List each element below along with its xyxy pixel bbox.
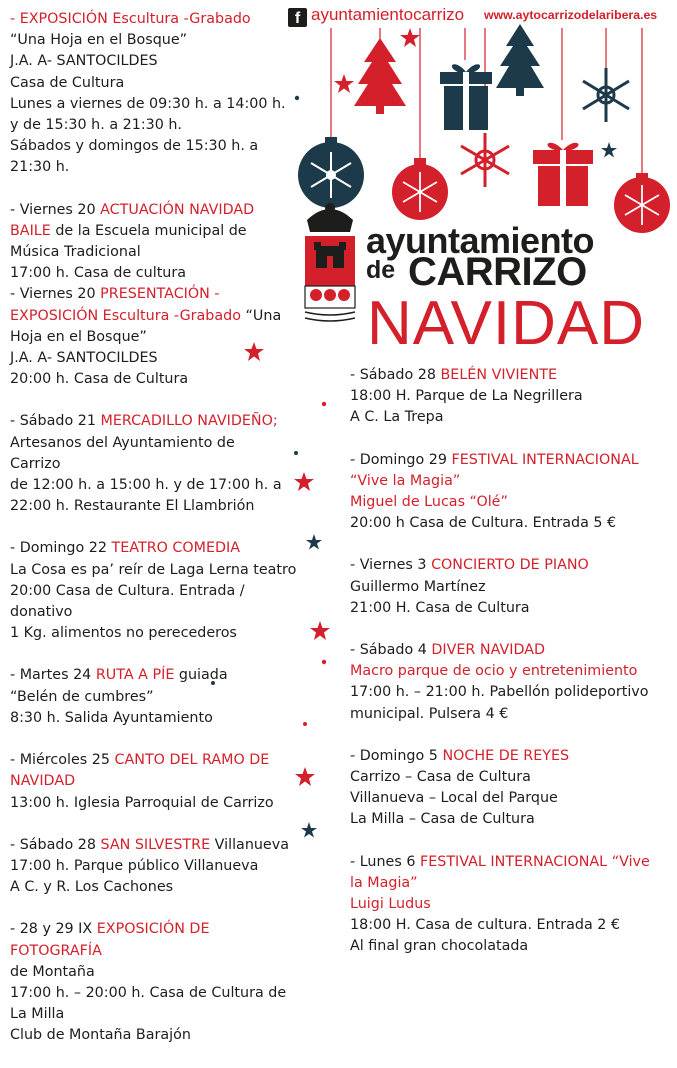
event-line xyxy=(10,793,302,814)
event-line xyxy=(10,200,302,221)
event-line xyxy=(10,263,302,284)
event-highlight: NOCHE DE REYES xyxy=(442,747,570,764)
event-highlight: FESTIVAL INTERNACIONAL xyxy=(451,451,639,468)
event-highlight: EXPOSICIÓN DE FOTOGRAFÍA xyxy=(10,921,210,959)
dark-ornament-icon xyxy=(298,137,364,208)
event-text: Lunes a viernes de 09:30 h. a 14:00 h. xyxy=(10,95,286,112)
event-line xyxy=(10,708,302,729)
event-line xyxy=(10,284,302,305)
event-text: guiada xyxy=(174,667,228,684)
event-text: - Domingo 22 xyxy=(10,540,112,557)
event-line xyxy=(350,682,670,703)
event-line xyxy=(10,496,302,517)
event-line xyxy=(10,327,302,348)
event-highlight: “Vive la Magia” xyxy=(350,472,461,489)
event-line xyxy=(350,492,670,513)
event-text: Al final gran chocolatada xyxy=(350,938,529,955)
event-text: - Viernes 20 xyxy=(10,286,101,303)
event-line xyxy=(10,665,302,686)
event-line xyxy=(350,598,670,619)
event-line xyxy=(10,581,302,623)
event-item xyxy=(350,555,670,619)
event-text: La Cosa es pa’ reír de Laga Lerna teatro xyxy=(10,561,297,578)
event-highlight: DIVER NAVIDAD xyxy=(431,642,546,659)
event-line xyxy=(350,513,670,534)
event-highlight: NAVIDAD xyxy=(10,773,76,790)
event-text: 18:00 H. Casa de cultura. Entrada 2 € xyxy=(350,917,620,934)
event-line xyxy=(10,538,302,559)
event-item xyxy=(10,538,302,644)
event-text: 13:00 h. Iglesia Parroquial de Carrizo xyxy=(10,794,274,811)
event-text: Casa de Cultura xyxy=(10,74,125,91)
event-text: - Miércoles 25 xyxy=(10,752,115,769)
event-item xyxy=(10,919,302,1046)
event-line xyxy=(350,873,670,894)
event-item xyxy=(10,9,302,179)
event-text: A C. La Trepa xyxy=(350,409,444,426)
event-text: - Lunes 6 xyxy=(350,853,420,870)
event-text: 8:30 h. Salida Ayuntamiento xyxy=(10,709,213,726)
event-highlight: Luigi Ludus xyxy=(350,896,431,913)
event-line xyxy=(350,915,670,936)
facebook-handle[interactable]: ayuntamientocarrizo xyxy=(311,5,465,24)
event-text: de Montaña xyxy=(10,963,95,980)
logo-line-carrizo: CARRIZO xyxy=(408,250,587,294)
event-highlight: Macro parque de ocio y entretenimiento xyxy=(350,663,638,680)
event-line xyxy=(10,73,302,94)
event-text: Villanueva xyxy=(210,836,289,853)
event-line xyxy=(10,877,302,898)
event-highlight: ACTUACIÓN NAVIDAD xyxy=(100,201,255,218)
event-text: Hoja en el Bosque” xyxy=(10,328,147,345)
event-highlight: BELÉN VIVIENTE xyxy=(440,367,558,383)
event-text: 20:00 h Casa de Cultura. Entrada 5 € xyxy=(350,515,617,532)
event-line xyxy=(10,30,302,51)
event-line xyxy=(10,750,302,771)
event-line xyxy=(10,687,302,708)
event-highlight: FESTIVAL INTERNACIONAL “Vive xyxy=(419,853,650,870)
event-item xyxy=(350,450,670,535)
event-text: J.A. A- SANTOCILDES xyxy=(10,53,158,70)
event-text: - 28 y 29 IX xyxy=(10,921,97,938)
event-highlight: CONCIERTO DE PIANO xyxy=(431,557,589,574)
event-text: - Sábado 4 xyxy=(350,642,432,659)
event-text: - Domingo 29 xyxy=(350,451,452,468)
event-text: “Una xyxy=(240,307,282,324)
event-text: 17:00 h. Parque público Villanueva xyxy=(10,857,259,874)
event-text: 17:00 h. – 21:00 h. Pabellón polideportivo xyxy=(350,684,649,701)
event-line xyxy=(10,919,302,961)
event-line xyxy=(10,835,302,856)
event-line xyxy=(350,704,670,725)
event-line xyxy=(10,1025,302,1046)
event-text: Club de Montaña Barajón xyxy=(10,1027,191,1044)
event-text: 18:00 H. Parque de La Negrillera xyxy=(350,388,583,405)
event-line xyxy=(10,623,302,644)
event-text: 17:00 h. Casa de cultura xyxy=(10,265,187,282)
event-highlight: BAILE xyxy=(10,222,51,239)
event-text: J.A. A- SANTOCILDES xyxy=(10,350,158,367)
events-right-column xyxy=(350,365,670,979)
dark-gift-icon xyxy=(440,64,492,130)
event-line xyxy=(10,115,302,136)
event-line xyxy=(350,471,670,492)
event-text: Carrizo – Casa de Cultura xyxy=(350,769,531,786)
event-line xyxy=(350,788,670,809)
event-line xyxy=(10,856,302,877)
event-text: - Sábado 21 xyxy=(10,413,101,430)
event-highlight: EXPOSICIÓN Escultura -Grabado xyxy=(10,307,241,324)
event-text: 20:00 h. Casa de Cultura xyxy=(10,371,189,388)
event-text: 21:00 H. Casa de Cultura xyxy=(350,599,530,616)
event-item xyxy=(10,665,302,729)
event-text: “Una Hoja en el Bosque” xyxy=(10,32,188,49)
event-text: de 12:00 h. a 15:00 h. y de 17:00 h. a xyxy=(10,477,282,494)
event-text: - Domingo 5 xyxy=(350,747,443,764)
event-line xyxy=(10,454,302,475)
event-line xyxy=(10,242,302,263)
event-text: - Martes 24 xyxy=(10,667,96,684)
event-text: A C. y R. Los Cachones xyxy=(10,879,174,896)
event-line xyxy=(10,94,302,115)
event-line xyxy=(10,157,302,178)
event-line xyxy=(10,433,302,454)
event-line xyxy=(10,136,302,157)
event-item xyxy=(350,365,670,429)
event-highlight: TEATRO COMEDIA xyxy=(111,540,241,557)
event-item xyxy=(10,200,302,285)
event-line xyxy=(350,640,670,661)
event-item xyxy=(10,750,302,814)
facebook-icon[interactable]: f xyxy=(288,8,307,27)
event-line xyxy=(350,894,670,915)
event-line xyxy=(10,9,302,30)
event-line xyxy=(350,407,670,428)
event-text: Guillermo Martínez xyxy=(350,578,486,595)
event-item xyxy=(350,852,670,958)
event-text: - Viernes 3 xyxy=(350,557,432,574)
event-text: 20:00 Casa de Cultura. Entrada / donativo xyxy=(10,582,245,621)
event-text: - Viernes 20 xyxy=(10,201,101,218)
event-item xyxy=(10,284,302,390)
event-text: - Sábado 28 xyxy=(10,836,101,853)
event-highlight: - EXPOSICIÓN Escultura -Grabado xyxy=(10,11,251,27)
event-line xyxy=(10,475,302,496)
event-highlight: CANTO DEL RAMO DE xyxy=(114,752,270,769)
event-text: Carrizo xyxy=(10,455,61,472)
event-highlight: PRESENTACIÓN - xyxy=(100,286,220,303)
event-line xyxy=(10,369,302,390)
event-text: - Sábado 28 xyxy=(350,367,441,383)
red-gift-icon xyxy=(533,143,593,206)
event-line xyxy=(350,661,670,682)
event-item xyxy=(10,411,302,517)
events-left-column xyxy=(10,9,302,1068)
event-text: municipal. Pulsera 4 € xyxy=(350,705,509,722)
event-text: “Belén de cumbres” xyxy=(10,688,154,705)
event-text: La Milla – Casa de Cultura xyxy=(350,811,535,828)
dark-snowflake-icon xyxy=(583,68,629,122)
logo-line-de: de xyxy=(366,256,396,284)
event-line xyxy=(10,306,302,327)
event-text: Sábados y domingos de 15:30 h. a xyxy=(10,138,259,155)
event-highlight: SAN SILVESTRE xyxy=(100,836,211,853)
event-item xyxy=(10,835,302,899)
red-snowflake-icon xyxy=(461,133,509,187)
event-item xyxy=(350,640,670,725)
event-highlight: Miguel de Lucas “Olé” xyxy=(350,494,508,511)
event-text: Música Tradicional xyxy=(10,244,141,261)
event-line xyxy=(10,771,302,792)
event-line xyxy=(10,348,302,369)
red-ornament-icon xyxy=(392,158,448,220)
event-line xyxy=(350,450,670,471)
event-line xyxy=(10,411,302,432)
event-line xyxy=(10,983,302,1025)
event-line xyxy=(10,560,302,581)
event-text: de la Escuela municipal de xyxy=(50,222,247,239)
coat-of-arms-icon xyxy=(305,203,355,321)
navidad-title: NAVIDAD xyxy=(367,289,646,358)
red-tree-icon xyxy=(354,38,406,114)
website-link[interactable]: www.aytocarrizodelaribera.es xyxy=(484,8,658,22)
event-line xyxy=(350,852,670,873)
event-highlight: RUTA A PÍE xyxy=(95,667,175,684)
event-text: 21:30 h. xyxy=(10,159,70,176)
dark-tree-icon xyxy=(496,24,544,96)
event-text: y de 15:30 h. a 21:30 h. xyxy=(10,117,182,134)
event-line xyxy=(350,746,670,767)
event-line xyxy=(350,577,670,598)
event-line xyxy=(350,809,670,830)
event-text: 1 Kg. alimentos no perecederos xyxy=(10,625,237,642)
event-line xyxy=(350,365,670,386)
logo-line-ayuntamiento: ayuntamiento xyxy=(366,220,595,261)
event-line xyxy=(10,221,302,242)
red-ornament-icon xyxy=(614,173,670,233)
event-text: Artesanos del Ayuntamiento de xyxy=(10,434,235,451)
event-highlight: MERCADILLO NAVIDEÑO; xyxy=(100,413,278,430)
event-item xyxy=(350,746,670,831)
event-highlight: la Magia” xyxy=(350,874,418,891)
event-line xyxy=(10,962,302,983)
event-line xyxy=(350,555,670,576)
event-line xyxy=(10,51,302,72)
event-text: 22:00 h. Restaurante El Llambrión xyxy=(10,498,255,515)
event-text: Villanueva – Local del Parque xyxy=(350,790,558,807)
event-line xyxy=(350,386,670,407)
event-text: 17:00 h. – 20:00 h. Casa de Cultura de La Milla xyxy=(10,984,287,1023)
event-line xyxy=(350,767,670,788)
event-line xyxy=(350,936,670,957)
